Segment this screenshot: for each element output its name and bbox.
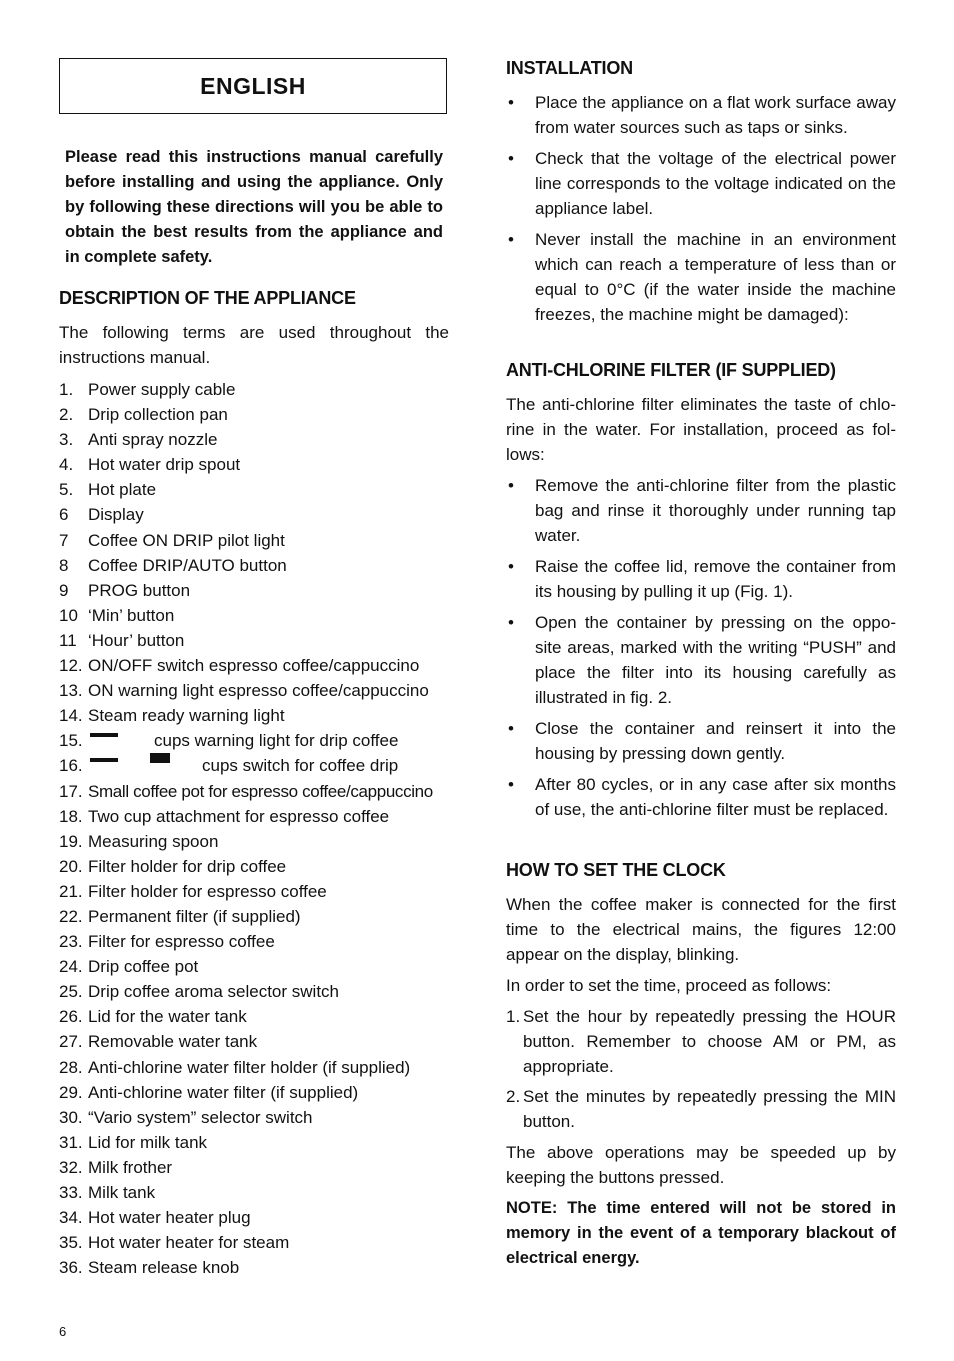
language-title: ENGLISH [200, 72, 306, 99]
filter-text: The anti-chlorine filter eliminates the taste of chlo-rine in the water. For installation, proceed as fol-lows: [506, 395, 896, 464]
list-item: 9 PROG button [59, 580, 191, 600]
list-item: • Raise the coffee lid, remove the container from its housing by pulling it up (Fig. 1). [506, 554, 896, 604]
list-item: 31. Lid for milk tank [59, 1132, 208, 1152]
list-item: 27. Removable water tank [59, 1032, 258, 1052]
list-item: 23. Filter for espresso coffee [59, 932, 275, 952]
description-text: The following terms are used throughout the instructions manual. [59, 323, 449, 367]
list-item: • Place the appliance on a flat work surface away from water sources such as taps or sinks. [506, 90, 896, 140]
list-item: • Check that the voltage of the electrical power line corresponds to the voltage indicated on the appliance label. [506, 146, 896, 221]
list-item: 6 Display [59, 505, 144, 525]
list-item: 7 Coffee ON DRIP pilot light [59, 530, 285, 550]
list-item: 22. Permanent filter (if supplied) [59, 906, 301, 926]
list-item: 5. Hot plate [59, 480, 157, 500]
description-heading: DESCRIPTION OF THE APPLIANCE [59, 288, 356, 308]
small-cup-icon [88, 728, 120, 742]
parts-list [59, 377, 454, 1280]
large-cup-icon [144, 753, 176, 767]
list-item: 16. cups switch for coffee drip [59, 753, 454, 778]
list-item: 12. ON/OFF switch espresso coffee/cappuccino [59, 656, 420, 676]
list-item: 28. Anti-chlorine water filter holder (if supplied) [59, 1057, 411, 1077]
list-item: 2. Drip collection pan [59, 405, 228, 425]
list-item: 10 ‘Min’ button [59, 605, 175, 625]
page-number: 6 [59, 1324, 67, 1339]
list-item: 35. Hot water heater for steam [59, 1233, 290, 1253]
clock-text-1: When the coffee maker is connected for the first time to the electrical mains, the figures 12:00 appear on the display, blinking. [506, 895, 896, 964]
list-item: 25. Drip coffee aroma selector switch [59, 982, 340, 1002]
list-item: 19. Measuring spoon [59, 831, 219, 851]
list-item: 26. Lid for the water tank [59, 1007, 247, 1027]
list-item: • Open the container by pressing on the oppo-site areas, marked with the writing “PUSH” and place the filter into its housing carefully as illustrated in fig. 2. [506, 610, 896, 710]
list-item: 13. ON warning light espresso coffee/cappuccino [59, 681, 429, 701]
list-item: 1. Set the hour by repeatedly pressing the HOUR button. Remember to choose AM or PM, as appropriate. [506, 1007, 896, 1076]
installation-list [506, 90, 896, 333]
list-item: 3. Anti spray nozzle [59, 430, 218, 450]
list-item: 4. Hot water drip spout [59, 455, 241, 475]
small-cup-icon [88, 753, 120, 767]
list-item: 15. cups warning light for drip coffee [59, 728, 454, 753]
clock-heading: HOW TO SET THE CLOCK [506, 860, 726, 880]
list-item: 33. Milk tank [59, 1183, 156, 1202]
list-item: 18. Two cup attachment for espresso coffee [59, 806, 390, 826]
list-item: 1. Power supply cable [59, 380, 236, 399]
list-item: 20. Filter holder for drip coffee [59, 856, 287, 876]
intro-paragraph: Please read this instructions manual carefully before installing and using the appliance. Only by following these directions will you be able to obtain the best results from the appliance and in complete safety. [65, 148, 443, 266]
list-item: 24. Drip coffee pot [59, 957, 199, 977]
list-item: 32. Milk frother [59, 1157, 173, 1177]
list-item: • Never install the machine in an environment which can reach a temperature of less than or equal to 0°C (if the water inside the machine freezes, the machine might be damaged): [506, 227, 896, 327]
list-item: 17. Small coffee pot for espresso coffee/cappuccino [59, 781, 433, 801]
list-item: • After 80 cycles, or in any case after six months of use, the anti-chlorine filter must be replaced. [506, 772, 896, 822]
installation-heading: INSTALLATION [506, 58, 633, 78]
list-item: 11 ‘Hour’ button [59, 630, 185, 650]
list-item: 14. Steam ready warning light [59, 706, 285, 726]
clock-text-3: The above operations may be speeded up by keeping the buttons pressed. [506, 1143, 896, 1187]
list-item: • Close the container and reinsert it into the housing by pressing down gently. [506, 716, 896, 766]
list-item: 36. Steam release knob [59, 1258, 240, 1278]
list-item: 8 Coffee DRIP/AUTO button [59, 555, 287, 575]
language-title-box [59, 58, 447, 114]
clock-steps [506, 1004, 896, 1139]
list-item: 29. Anti-chlorine water filter (if supplied) [59, 1082, 359, 1102]
clock-note: NOTE: The time entered will not be stored in memory in the event of a temporary blackout of electrical energy. [506, 1199, 896, 1267]
list-item: 21. Filter holder for espresso coffee [59, 881, 327, 901]
list-item: • Remove the anti-chlorine filter from the plastic bag and rinse it thoroughly under running tap water. [506, 473, 896, 548]
clock-text-2: In order to set the time, proceed as follows: [506, 976, 832, 995]
filter-heading: ANTI-CHLORINE FILTER (IF SUPPLIED) [506, 360, 836, 380]
list-item: 2. Set the minutes by repeatedly pressing the MIN button. [506, 1087, 896, 1131]
list-item: 30. “Vario system” selector switch [59, 1107, 313, 1127]
filter-list [506, 473, 896, 828]
list-item: 34. Hot water heater plug [59, 1208, 251, 1228]
